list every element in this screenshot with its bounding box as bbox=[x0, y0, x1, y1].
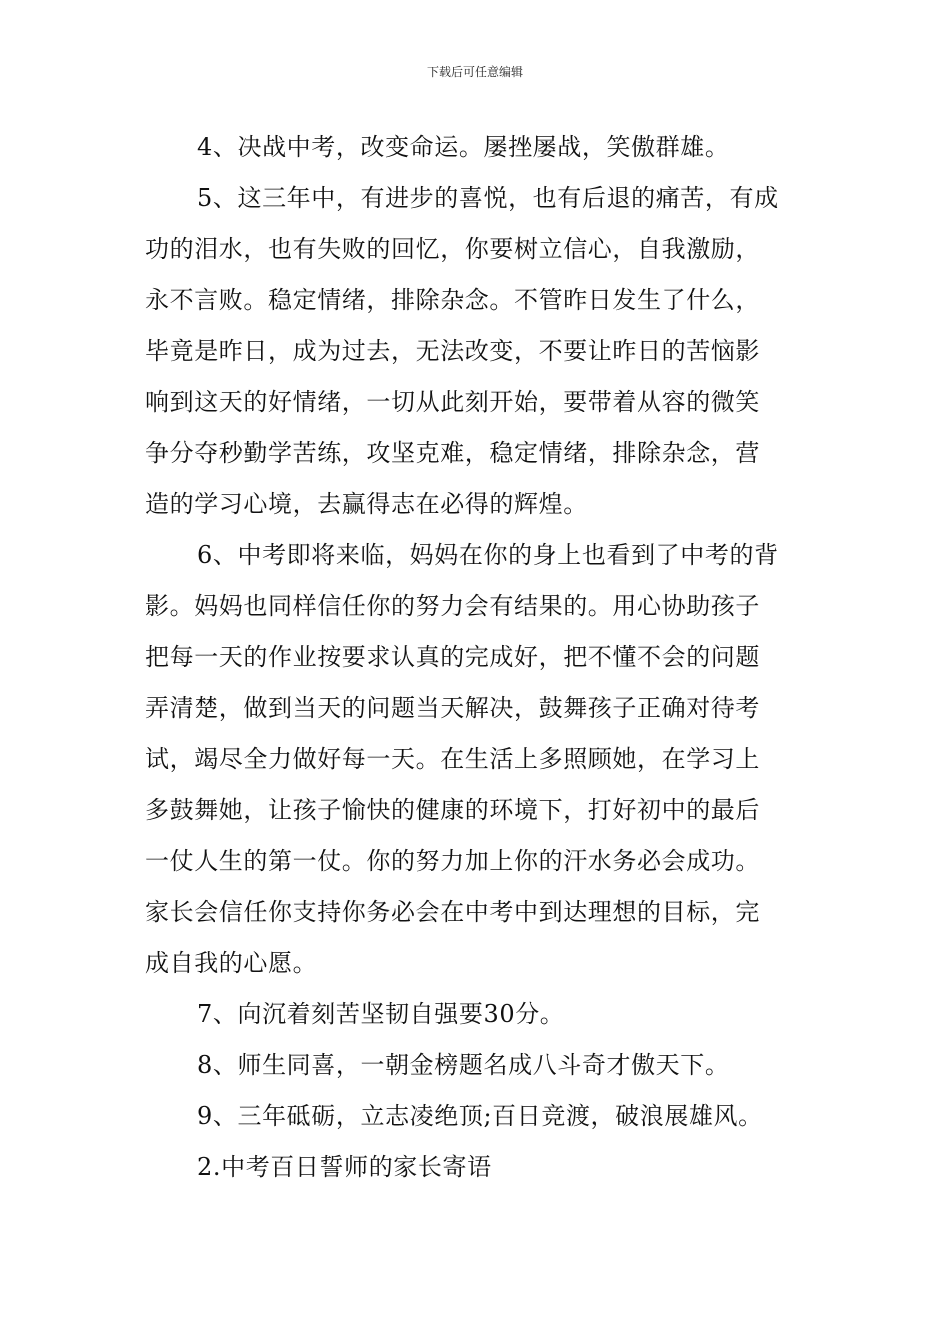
item-6-line-5: 试，竭尽全力做好每一天。在生活上多照顾她，在学习上 bbox=[145, 745, 760, 773]
item-6-line-1: 6、中考即将来临，妈妈在你的身上也看到了中考的背 bbox=[197, 541, 779, 569]
item-6-line-3: 把每一天的作业按要求认真的完成好，把不懂不会的问题 bbox=[145, 643, 760, 671]
item-8-line-1: 8、师生同喜，一朝金榜题名成八斗奇才傲天下。 bbox=[197, 1051, 730, 1079]
item-5-line-7: 造的学习心境，去赢得志在必得的辉煌。 bbox=[145, 490, 588, 518]
item-7-line-1: 7、向沉着刻苦坚韧自强要30分。 bbox=[197, 1000, 565, 1028]
item-6-line-4: 弄清楚，做到当天的问题当天解决，鼓舞孩子正确对待考 bbox=[145, 694, 760, 722]
item-6-line-7: 一仗人生的第一仗。你的努力加上你的汗水务必会成功。 bbox=[145, 847, 760, 875]
item-6-line-9: 成自我的心愿。 bbox=[145, 949, 318, 977]
item-5-line-5: 响到这天的好情绪，一切从此刻开始，要带着从容的微笑 bbox=[145, 388, 760, 416]
document-body bbox=[145, 122, 810, 1193]
item-5-line-4: 毕竟是昨日，成为过去，无法改变，不要让昨日的苦恼影 bbox=[145, 337, 760, 365]
item-4-line-1: 4、决战中考，改变命运。屡挫屡战，笑傲群雄。 bbox=[197, 133, 730, 161]
section-heading: 2.中考百日誓师的家长寄语 bbox=[197, 1153, 492, 1181]
item-5-line-2: 功的泪水，也有失败的回忆，你要树立信心，自我激励， bbox=[145, 235, 760, 263]
item-6-line-6: 多鼓舞她，让孩子愉快的健康的环境下，打好初中的最后 bbox=[145, 796, 760, 824]
item-9-line-1: 9、三年砥砺，立志凌绝顶;百日竞渡，破浪展雄风。 bbox=[197, 1102, 763, 1130]
item-5-line-3: 永不言败。稳定情绪，排除杂念。不管昨日发生了什么， bbox=[145, 286, 760, 314]
item-5-line-6: 争分夺秒勤学苦练，攻坚克难，稳定情绪，排除杂念，营 bbox=[145, 439, 760, 467]
page-header: 下载后可任意编辑 bbox=[426, 65, 523, 79]
item-5-line-1: 5、这三年中，有进步的喜悦，也有后退的痛苦，有成 bbox=[197, 184, 779, 212]
item-6-line-8: 家长会信任你支持你务必会在中考中到达理想的目标，完 bbox=[145, 898, 760, 926]
item-6-line-2: 影。妈妈也同样信任你的努力会有结果的。用心协助孩子 bbox=[145, 592, 760, 620]
